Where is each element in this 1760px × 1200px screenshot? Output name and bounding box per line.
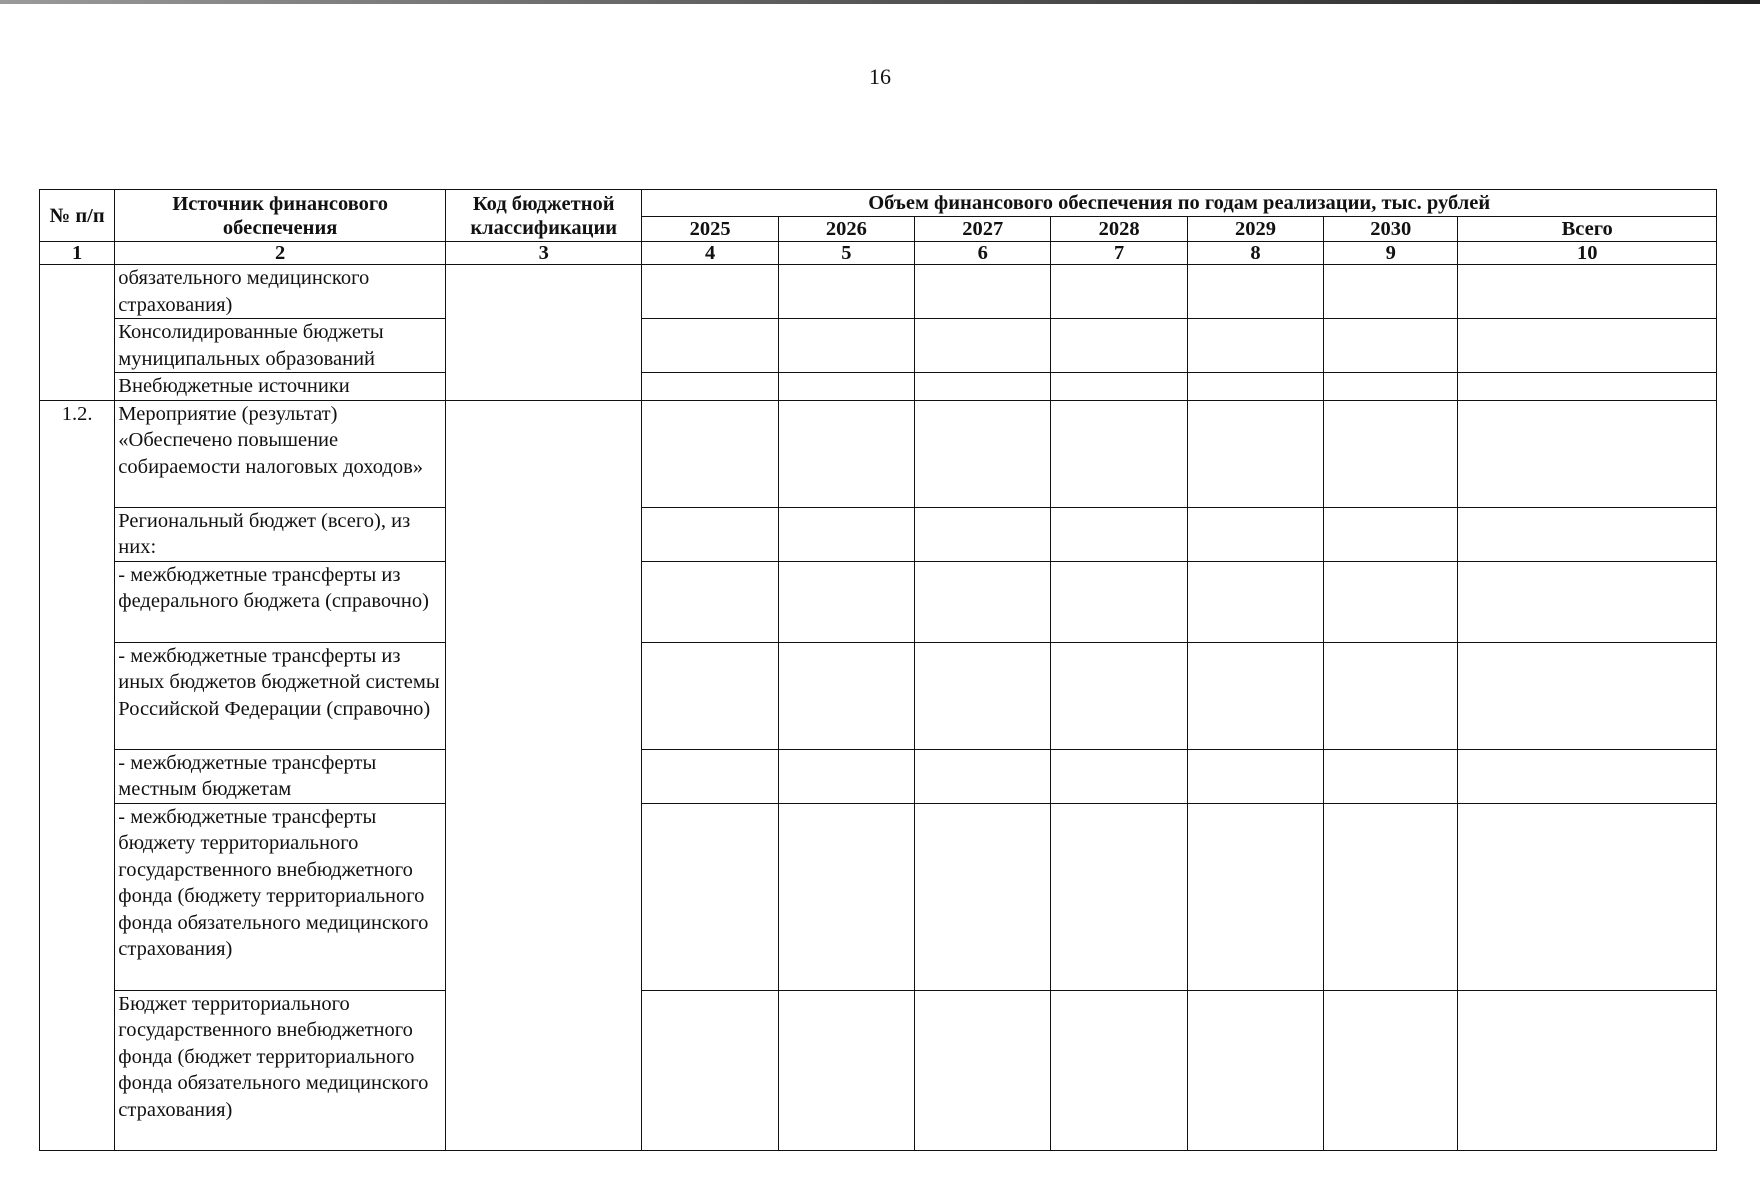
header-no: № п/п <box>40 190 115 242</box>
row-source: - межбюджетные трансферты из федерального бюджета (справочно) <box>115 561 446 642</box>
value-cell <box>1458 803 1717 990</box>
column-number: 2 <box>115 242 446 265</box>
row-source: Консолидированные бюджеты муниципальных образований <box>115 319 446 373</box>
value-cell <box>915 507 1051 561</box>
header-year-2025: 2025 <box>642 217 778 242</box>
value-cell <box>915 373 1051 401</box>
value-cell <box>642 990 778 1150</box>
row-source: Внебюджетные источники <box>115 373 446 401</box>
value-cell <box>778 990 914 1150</box>
value-cell <box>778 507 914 561</box>
value-cell <box>1187 265 1323 319</box>
top-scan-edge <box>0 0 1760 4</box>
value-cell <box>642 319 778 373</box>
table-row <box>40 803 1717 990</box>
value-cell <box>1458 561 1717 642</box>
value-cell <box>642 507 778 561</box>
row-source: - межбюджетные трансферты местным бюджетам <box>115 749 446 803</box>
table-row <box>40 642 1717 749</box>
value-cell <box>1324 319 1458 373</box>
value-cell <box>1458 749 1717 803</box>
value-cell <box>1051 990 1187 1150</box>
value-cell <box>1187 400 1323 507</box>
row-code <box>446 400 642 1150</box>
value-cell <box>1051 749 1187 803</box>
value-cell <box>1324 642 1458 749</box>
value-cell <box>1051 319 1187 373</box>
row-number: 1.2. <box>40 400 115 1150</box>
value-cell <box>1187 990 1323 1150</box>
value-cell <box>915 642 1051 749</box>
value-cell <box>915 561 1051 642</box>
value-cell <box>1051 561 1187 642</box>
header-volume: Объем финансового обеспечения по годам реализации, тыс. рублей <box>642 190 1717 217</box>
value-cell <box>1187 319 1323 373</box>
column-number: 10 <box>1458 242 1717 265</box>
value-cell <box>1458 990 1717 1150</box>
value-cell <box>642 373 778 401</box>
value-cell <box>915 265 1051 319</box>
value-cell <box>1458 265 1717 319</box>
value-cell <box>1187 561 1323 642</box>
value-cell <box>778 265 914 319</box>
value-cell <box>778 561 914 642</box>
header-year-2027: 2027 <box>915 217 1051 242</box>
value-cell <box>1458 400 1717 507</box>
table-row <box>40 507 1717 561</box>
header-row-1 <box>40 190 1717 217</box>
table-row <box>40 373 1717 401</box>
column-number: 5 <box>778 242 914 265</box>
value-cell <box>642 803 778 990</box>
value-cell <box>642 400 778 507</box>
row-code <box>446 265 642 401</box>
column-number-row <box>40 242 1717 265</box>
value-cell <box>1458 319 1717 373</box>
value-cell <box>642 265 778 319</box>
row-number <box>40 265 115 401</box>
value-cell <box>778 803 914 990</box>
table-row <box>40 749 1717 803</box>
value-cell <box>1051 400 1187 507</box>
value-cell <box>642 642 778 749</box>
column-number: 7 <box>1051 242 1187 265</box>
value-cell <box>1324 561 1458 642</box>
row-source: Бюджет территориального государственного внебюджетного фонда (бюджет территориального фонда обязательного медицинского страхования) <box>115 990 446 1150</box>
value-cell <box>642 749 778 803</box>
value-cell <box>915 400 1051 507</box>
value-cell <box>642 561 778 642</box>
header-year-2026: 2026 <box>778 217 914 242</box>
value-cell <box>1324 400 1458 507</box>
value-cell <box>1458 507 1717 561</box>
value-cell <box>1187 642 1323 749</box>
value-cell <box>1051 373 1187 401</box>
column-number: 6 <box>915 242 1051 265</box>
value-cell <box>915 319 1051 373</box>
value-cell <box>1187 749 1323 803</box>
value-cell <box>1324 373 1458 401</box>
header-year-2030: 2030 <box>1324 217 1458 242</box>
table-row <box>40 990 1717 1150</box>
value-cell <box>1458 373 1717 401</box>
value-cell <box>778 749 914 803</box>
row-source: - межбюджетные трансферты бюджету территориального государственного внебюджетного фонда (бюджету территориального фонда обязательного медицинского страхования) <box>115 803 446 990</box>
row-source: Региональный бюджет (всего), из них: <box>115 507 446 561</box>
value-cell <box>1458 642 1717 749</box>
table-row <box>40 561 1717 642</box>
value-cell <box>1324 803 1458 990</box>
value-cell <box>1324 990 1458 1150</box>
header-total: Всего <box>1458 217 1717 242</box>
table-row <box>40 319 1717 373</box>
value-cell <box>1051 507 1187 561</box>
value-cell <box>1187 803 1323 990</box>
header-year-2028: 2028 <box>1051 217 1187 242</box>
financing-table <box>39 189 1717 1151</box>
table-row <box>40 265 1717 319</box>
column-number: 8 <box>1187 242 1323 265</box>
page-number: 16 <box>869 64 891 89</box>
value-cell <box>915 803 1051 990</box>
column-number: 1 <box>40 242 115 265</box>
value-cell <box>1324 749 1458 803</box>
value-cell <box>1324 507 1458 561</box>
value-cell <box>1051 265 1187 319</box>
value-cell <box>1051 642 1187 749</box>
header-code: Код бюджетной классификации <box>446 190 642 242</box>
column-number: 9 <box>1324 242 1458 265</box>
column-number: 3 <box>446 242 642 265</box>
row-source: обязательного медицинского страхования) <box>115 265 446 319</box>
value-cell <box>778 319 914 373</box>
value-cell <box>1324 265 1458 319</box>
header-source: Источник финансового обеспечения <box>115 190 446 242</box>
row-source: - межбюджетные трансферты из иных бюджетов бюджетной системы Российской Федерации (справочно) <box>115 642 446 749</box>
value-cell <box>778 400 914 507</box>
table-row <box>40 400 1717 507</box>
value-cell <box>778 642 914 749</box>
value-cell <box>915 749 1051 803</box>
value-cell <box>778 373 914 401</box>
header-year-2029: 2029 <box>1187 217 1323 242</box>
column-number: 4 <box>642 242 778 265</box>
value-cell <box>1051 803 1187 990</box>
value-cell <box>1187 507 1323 561</box>
row-source: Мероприятие (результат) «Обеспечено повышение собираемости налоговых доходов» <box>115 400 446 507</box>
value-cell <box>1187 373 1323 401</box>
value-cell <box>915 990 1051 1150</box>
